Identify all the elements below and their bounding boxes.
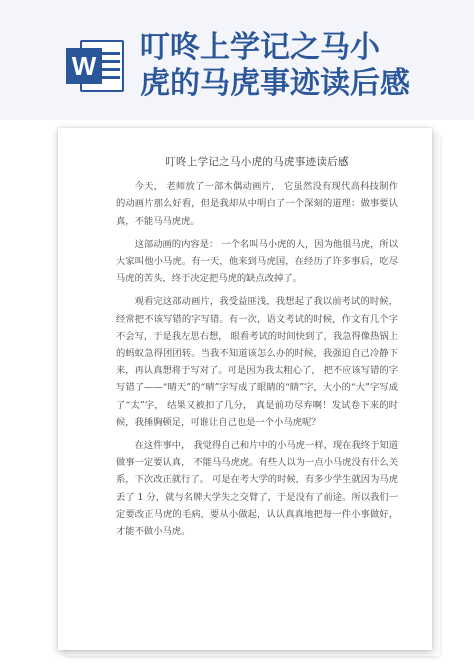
word-document-icon [66, 38, 124, 94]
paragraph-1: 今天， 老师放了一部木偶动画片， 它虽然没有现代高科技制作的动画片那么好看，但是我却从中明白了一个深刻的道理：做事要认真，不能马马虎虎。 [116, 181, 398, 227]
document-content [116, 154, 398, 546]
page-title-line-2: 虎的马虎事迹读后感 [140, 66, 410, 101]
paragraph-2: 这部动画的内容是： 一个名叫马小虎的人，因为他很马虎，所以大家叫他小马虎。有一天，他来到马虎国，在经历了许多事后，吃尽马虎的苦头，终于决定把马虎的缺点改掉了。 [116, 238, 398, 285]
document-title: 叮咚上学记之马小虎的马虎事迹读后感 [165, 156, 349, 168]
paragraph-3: 观看完这部动画片，我受益匪浅，我想起了我以前考试的时候，经常把不该写错的字写错。有一次，语文考试的时候，作文有几个字不会写，于是我左思右想， 眼看考试的时间快到了，我急得像热锅上的蚂蚁急得团团转。当我不知道该怎么办的时候，我强迫自己冷静下来，再认真想将于写对了。可是因为我太粗心了， 把不应该写错的字写错了——“晴天”的“晴”字写成了眼睛的“睛”字，大小的“大”字写成了“太”字， 结果又被扣了几分， 真是前功尽弃啊！发试卷下来的时候，我捶胸顿足，可谁让自己也是一个小马虎呢？ [116, 296, 398, 428]
paragraph-4: 在这件事中， 我觉得自己和片中的小马虎一样，现在我终于知道做事一定要认真， 不能马马虎虎。有些人以为一点小马虎没有什么关系，下次改正就行了。 可是在考大学的时候，有多少学生就因为马虎丢了 1 分，就与名牌大学失之交臂了，于是没有了前途。所以我们一定要改正马虎的毛病，要从小做起，认认真真地把每一件小事做好，才能不做小马虎。 [116, 440, 398, 538]
page-title [140, 30, 460, 102]
word-logo-letter: W [66, 48, 102, 84]
document-page [58, 128, 432, 650]
page-title-line-1: 叮咚上学记之马小 [140, 30, 380, 65]
